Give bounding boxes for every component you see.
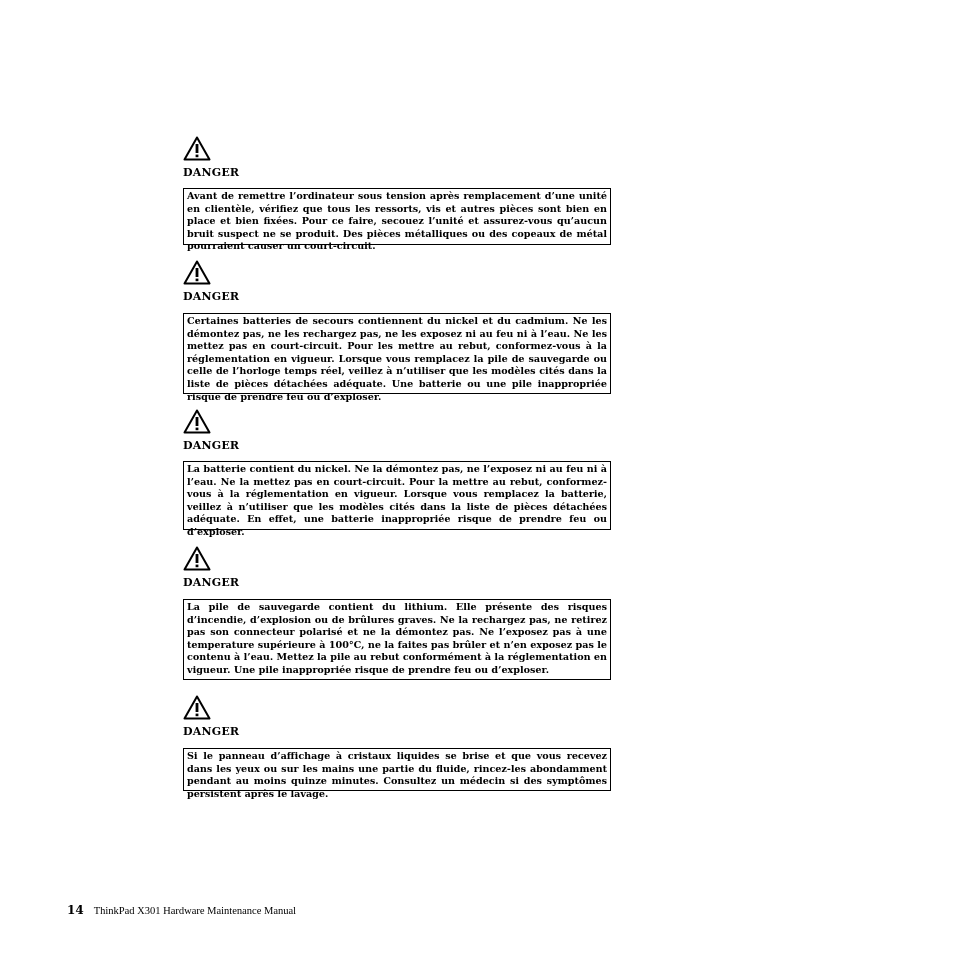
warning-triangle-icon [183,695,211,720]
danger-text-box: La batterie contient du nickel. Ne la démontez pas, ne l’exposez ni au feu ni à l’eau. Ne la mettez pas en court-circuit. Pour la mettre au rebut, conformez-vous à la réglementation en vigueur. Lorsque vous remplacez la batterie, veillez à n’utiliser que les modèles cités dans la liste de pièces détachées adéquate. En effet, une batterie inappropriée risque de prendre feu ou d’exploser. [183,461,611,530]
danger-text-box: La pile de sauvegarde contient du lithium. Elle présente des risques d’incendie, d’explosion ou de brûlures graves. Ne la rechargez pas, ne retirez pas son connecteur polarisé et ne la démontez pas. Ne l’exposez pas à une temperature supérieure à 100°C, ne la faites pas brûler et n’en exposez pas le contenu à l’eau. Mettez la pile au rebut conformément à la réglementation en vigueur. Une pile inappropriée risque de prendre feu ou d’exploser. [183,599,611,680]
page-footer [67,902,296,919]
danger-notice-1 [183,136,611,253]
warning-triangle-icon [183,409,211,434]
danger-text-box: Certaines batteries de secours contiennent du nickel et du cadmium. Ne les démontez pas, ne les rechargez pas, ne les exposez ni au feu ni à l’eau. Ne les mettez pas en court-circuit. Pour les mettre au rebut, conformez-vous à la réglementation en vigueur. Lorsque vous remplacez la pile de sauvegarde ou celle de l’horloge temps réel, veillez à n’utiliser que les modèles cités dans la liste de pièces détachées adéquate. Une batterie ou une pile inappropriée risque de prendre feu ou d’exploser. [183,313,611,394]
danger-label: DANGER [183,576,240,589]
danger-notice-5 [183,695,611,800]
danger-text-box: Si le panneau d’affichage à cristaux liquides se brise et que vous recevez dans les yeux ou sur les mains une partie du fluide, rincez-les abondamment pendant au moins quinze minutes. Consultez un médecin si des symptômes persistent après le lavage. [183,748,611,791]
warning-triangle-icon [183,260,211,285]
page-number: 14 [67,903,84,917]
danger-text-box: Avant de remettre l’ordinateur sous tension après remplacement d’une unité en clientèle, vérifiez que tous les ressorts, vis et autres pièces sont bien en place et bien fixées. Pour ce faire, secouez l’unité et assurez-vous qu’aucun bruit suspect ne se produit. Des pièces métalliques ou des copeaux de métal pourraient causer un court-circuit. [183,188,611,245]
danger-notice-4 [183,546,611,676]
warning-triangle-icon [183,136,211,161]
danger-label: DANGER [183,166,240,179]
document-title: ThinkPad X301 Hardware Maintenance Manual [93,906,297,917]
danger-label: DANGER [183,725,240,738]
danger-label: DANGER [183,290,240,303]
danger-label: DANGER [183,439,240,452]
warning-triangle-icon [183,546,211,571]
danger-notice-2 [183,260,611,403]
danger-notice-3 [183,409,611,538]
